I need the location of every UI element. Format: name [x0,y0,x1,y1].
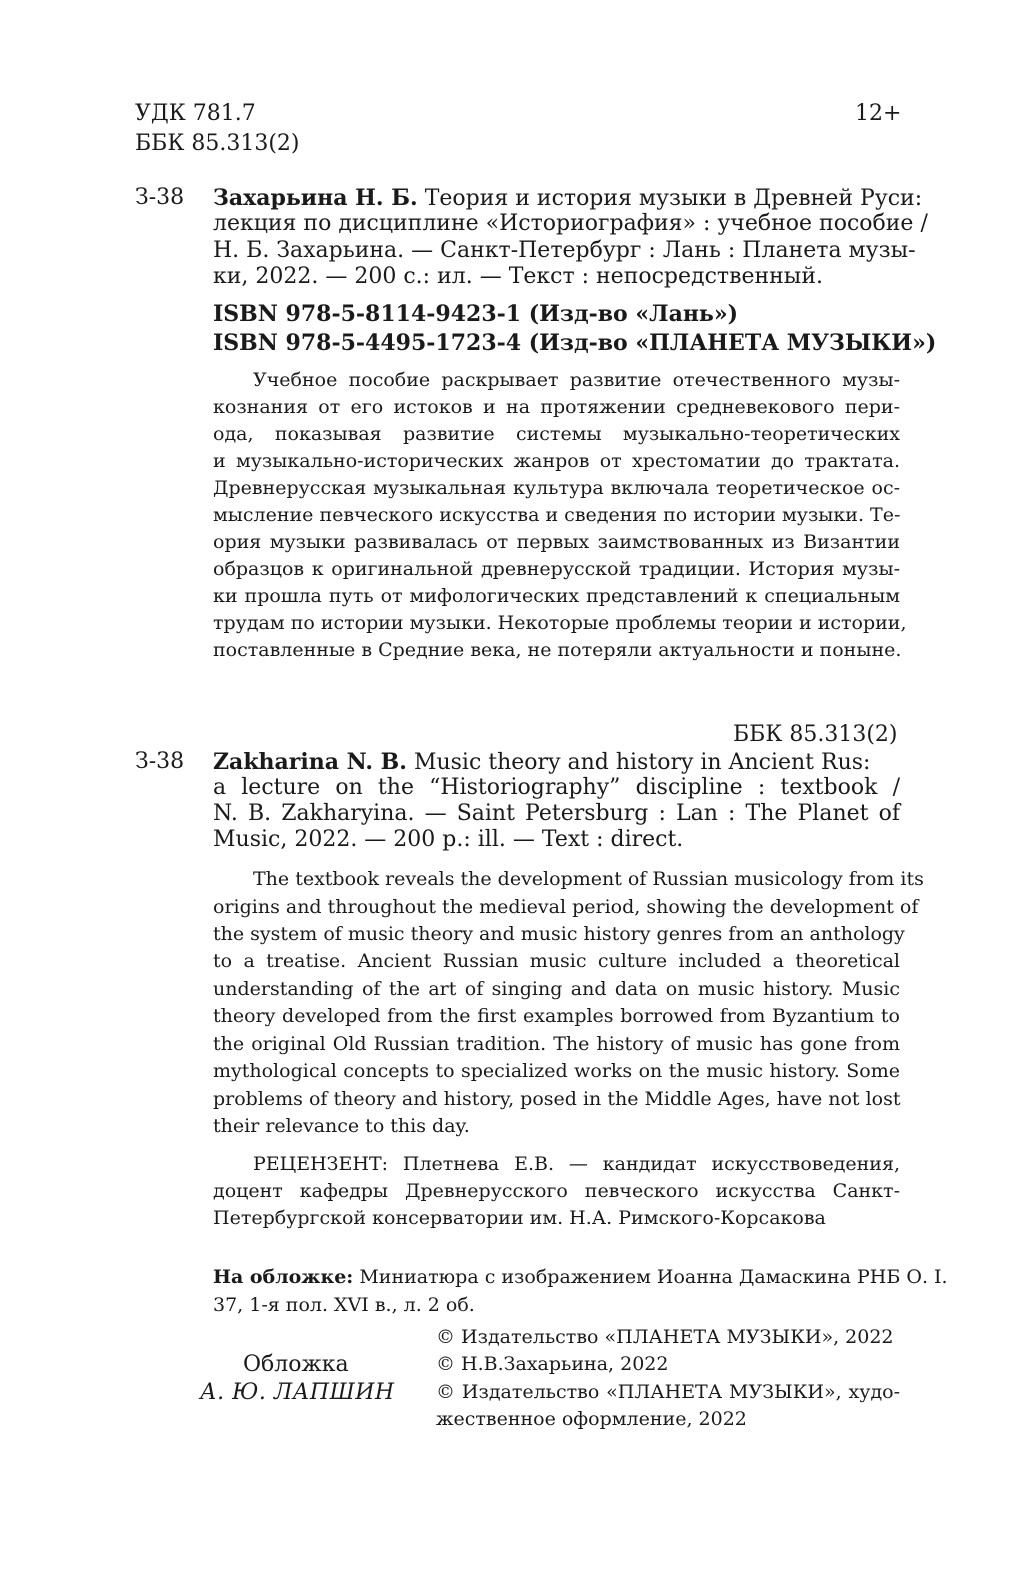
ru-abstract-line-9: ки прошла путь от мифологических представлений к специальным [213,585,900,607]
ru-abstract-line-10: трудам по истории музыки. Некоторые проблемы теории и истории, [213,612,907,634]
copyright-line-1: © Издательство «ПЛАНЕТА МУЗЫКИ», 2022 [436,1326,894,1348]
ru-abstract-line-7: ория музыки развивалась от первых заимствованных из Византии [213,531,900,553]
en-title-line-4: Music, 2022. — 200 p.: ill. — Text : direct. [213,827,684,852]
en-title-line-3: N. B. Zakharyina. — Saint Petersburg : Lan : The Planet of [213,801,900,826]
ru-title-line-1: Захарьина Н. Б. Теория и история музыки в Древней Руси: [213,185,923,211]
ru-author-code: З-38 [135,185,185,210]
en-abstract-line-10: their relevance to this day. [213,1115,470,1137]
en-abstract-line-8: mythological concepts to specialized works on the music history. Some [213,1060,900,1082]
copyright-line-2: © Н.В.Захарьина, 2022 [436,1353,669,1375]
en-author-code: З-38 [135,749,185,774]
en-bbk-code: ББК 85.313(2) [733,722,898,747]
ru-title-line-2: лекция по дисциплине «Историография» : учебное пособие / [213,211,928,236]
en-abstract-line-5: understanding of the art of singing and data on music history. Music [213,978,900,1000]
cover-note-line-2: 37, 1-я пол. XVI в., л. 2 об. [213,1294,475,1316]
age-rating: 12+ [855,101,902,126]
cover-credit-name: А. Ю. ЛАПШИН [200,1380,395,1405]
ru-abstract-line-2: кознания от его истоков и на протяжении средневекового пери- [213,396,900,418]
en-author: Zakharina N. B. [213,749,407,775]
en-title-line-1: Zakharina N. B. Music theory and history in Ancient Rus: [213,749,871,775]
cover-note-line-1: На обложке: Миниатюра с изображением Иоанна Дамаскина РНБ О. I. [213,1266,948,1288]
ru-abstract-line-4: и музыкально-исторических жанров от хрестоматии до трактата. [213,450,900,472]
copyright-line-3: © Издательство «ПЛАНЕТА МУЗЫКИ», худо- [436,1381,900,1403]
en-abstract-line-9: problems of theory and history, posed in the Middle Ages, have not lost [213,1088,901,1110]
ru-title-line-3: Н. Б. Захарьина. — Санкт-Петербург : Лань : Планета музы- [213,238,916,263]
udk-code: УДК 781.7 [135,101,256,126]
ru-abstract-line-5: Древнерусская музыкальная культура включала теоретическое ос- [213,477,900,499]
bbk-code: ББК 85.313(2) [135,131,300,156]
ru-abstract-line-1: Учебное пособие раскрывает развитие отечественного музы- [253,369,900,391]
ru-abstract-line-8: образцов к оригинальной древнерусской традиции. История музы- [213,558,900,580]
ru-abstract-line-6: мысление певческого искусства и сведения по истории музыки. Те- [213,504,901,526]
ru-abstract-line-3: ода, показывая развитие системы музыкально-теоретических [213,423,900,445]
isbn-lan: ISBN 978-5-8114-9423-1 (Изд-во «Лань») [213,301,739,327]
reviewer-line-1: РЕЦЕНЗЕНТ: Плетнева Е.В. — кандидат искусствоведения, [253,1153,900,1175]
ru-title-line-4: ки, 2022. — 200 с.: ил. — Текст : непосредственный. [213,264,823,289]
ru-author: Захарьина Н. Б. [213,185,418,211]
en-abstract-line-1: The textbook reveals the development of Russian musicology from its [253,868,924,890]
en-abstract-line-4: to a treatise. Ancient Russian music culture included a theoretical [213,950,900,972]
cover-note-label: На обложке: [213,1266,354,1288]
isbn-planet: ISBN 978-5-4495-1723-4 (Изд-во «ПЛАНЕТА МУЗЫКИ») [213,330,937,356]
en-abstract-line-2: origins and throughout the medieval period, showing the development of [213,896,919,918]
ru-abstract-line-11: поставленные в Средние века, не потеряли актуальности и поныне. [213,639,902,661]
reviewer-line-3: Петербургской консерватории им. Н.А. Римского-Корсакова [213,1207,826,1229]
en-abstract-line-7: the original Old Russian tradition. The history of music has gone from [213,1033,900,1055]
cover-credit-label: Обложка [243,1352,349,1377]
en-abstract-line-6: theory developed from the first examples borrowed from Byzantium to [213,1005,900,1027]
copyright-line-4: жественное оформление, 2022 [436,1408,747,1430]
en-abstract-line-3: the system of music theory and music history genres from an anthology [213,923,905,945]
reviewer-line-2: доцент кафедры Древнерусского певческого искусства Санкт- [213,1180,900,1202]
en-title-line-2: a lecture on the “Historiography” discipline : textbook / [213,775,900,800]
